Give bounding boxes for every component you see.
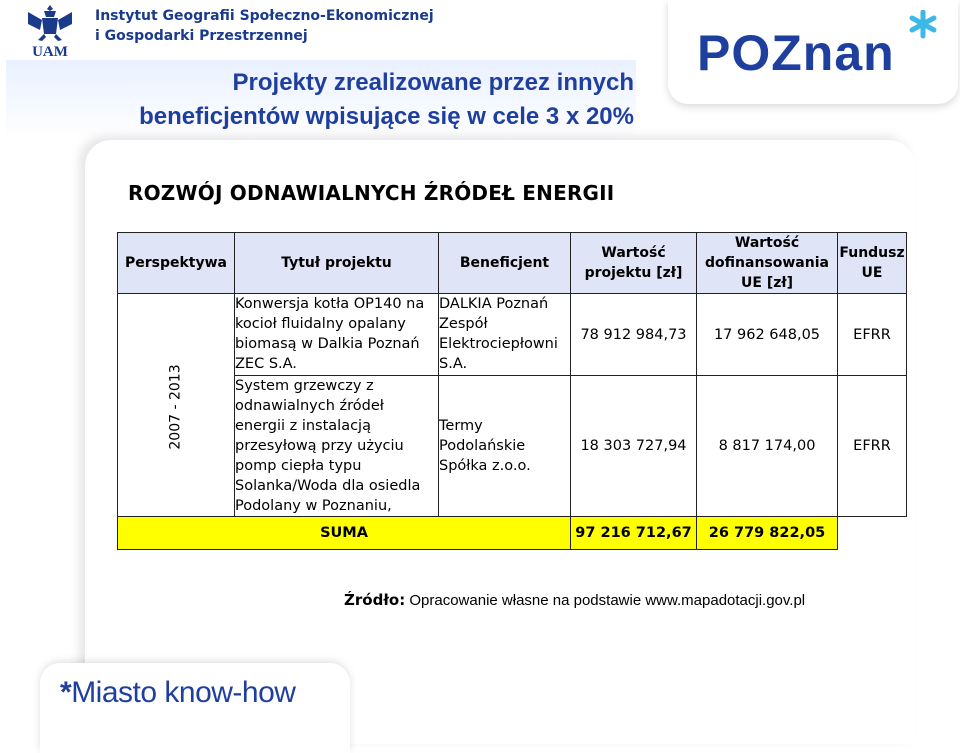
projects-table bbox=[117, 232, 907, 550]
header-eu-funding: Wartość dofinansowania UE [zł] bbox=[697, 233, 838, 294]
table-row bbox=[118, 376, 907, 517]
header-eu-fund: Fundusz UE bbox=[838, 233, 907, 294]
project-title-cell: Konwersja kotła OP140 na kocioł fluidalny opalany biomasą w Dalkia Poznań ZEC S.A. bbox=[235, 294, 439, 376]
table-row bbox=[118, 294, 907, 376]
page-title-line2: beneficjentów wpisujące się w cele 3 x 20% bbox=[139, 103, 634, 130]
source-label: Źródło: bbox=[344, 591, 406, 609]
eu-fund-cell: EFRR bbox=[838, 376, 907, 517]
institute-name bbox=[95, 6, 434, 46]
poznan-logo bbox=[695, 10, 945, 80]
eu-funding-cell: 8 817 174,00 bbox=[697, 376, 838, 517]
period-cell bbox=[118, 294, 235, 517]
institute-name-line1: Instytut Geografii Społeczno-Ekonomicznej bbox=[95, 8, 434, 24]
header-perspective: Perspektywa bbox=[118, 233, 235, 294]
poznan-star-icon bbox=[912, 12, 934, 36]
source-note bbox=[344, 591, 805, 609]
page-title bbox=[16, 66, 634, 134]
sum-row bbox=[118, 517, 907, 550]
sum-value: 97 216 712,67 bbox=[571, 517, 697, 550]
sum-label: SUMA bbox=[118, 517, 571, 550]
uam-logo bbox=[22, 2, 78, 58]
sum-empty-cell bbox=[838, 517, 907, 550]
section-title: ROZWÓJ ODNAWIALNYCH ŹRÓDEŁ ENERGII bbox=[128, 181, 615, 205]
project-title-cell: System grzewczy z odnawialnych źródeł energii z instalacją przesyłową przy użyciu pomp ciepła typu Solanka/Woda dla osiedla Podolany w Poznaniu, bbox=[235, 376, 439, 517]
uam-logo-text: UAM bbox=[32, 44, 68, 58]
project-value-cell: 18 303 727,94 bbox=[571, 376, 697, 517]
project-value-cell: 78 912 984,73 bbox=[571, 294, 697, 376]
eu-fund-cell: EFRR bbox=[838, 294, 907, 376]
period-label: 2007 - 2013 bbox=[168, 363, 184, 450]
table-header-row bbox=[118, 233, 907, 294]
page-title-line1: Projekty zrealizowane przez innych bbox=[232, 69, 634, 96]
footer-slogan-text: Miasto know-how bbox=[71, 676, 296, 709]
eu-funding-cell: 17 962 648,05 bbox=[697, 294, 838, 376]
header-project-value: Wartość projektu [zł] bbox=[571, 233, 697, 294]
source-text: Opracowanie własne na podstawie www.mapadotacji.gov.pl bbox=[409, 592, 806, 609]
poznan-logo-text: POZnan bbox=[697, 25, 895, 80]
institute-name-line2: i Gospodarki Przestrzennej bbox=[95, 28, 308, 44]
footer-slogan bbox=[60, 676, 295, 710]
header-project-title: Tytuł projektu bbox=[235, 233, 439, 294]
beneficiary-cell: Termy Podolańskie Spółka z.o.o. bbox=[439, 376, 571, 517]
asterisk-icon: * bbox=[60, 676, 72, 709]
sum-funding: 26 779 822,05 bbox=[697, 517, 838, 550]
beneficiary-cell: DALKIA Poznań Zespół Elektrociepłowni S.A. bbox=[439, 294, 571, 376]
header-beneficiary: Beneficjent bbox=[439, 233, 571, 294]
